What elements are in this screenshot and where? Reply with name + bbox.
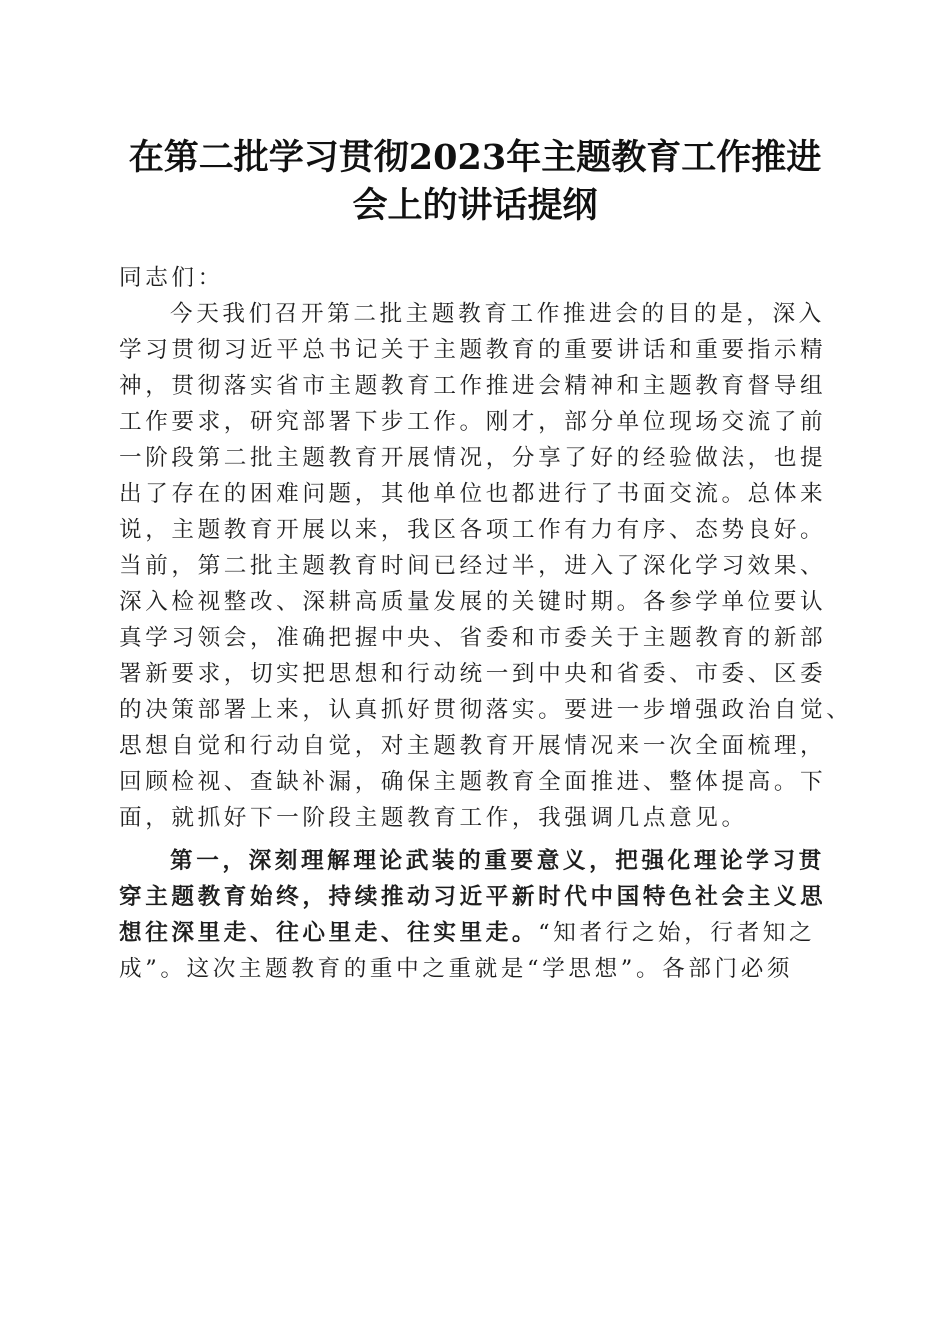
quote-segment: “知者行之始，行者知之 [538, 920, 816, 946]
paragraph-line-bold: 穿主题教育始终，持续推动习近平新时代中国特色社会主义思 [119, 884, 827, 910]
paragraph-line: 的决策部署上来，认真抓好贯彻落实。要进一步增强政治自觉、 [119, 697, 853, 723]
greeting: 同志们： [119, 265, 224, 291]
paragraph-line: 真学习领会，准确把握中央、省委和市委关于主题教育的新部 [119, 625, 827, 651]
paragraph-line: 出了存在的困难问题，其他单位也都进行了书面交流。总体来 [119, 481, 827, 507]
paragraph-line: 神，贯彻落实省市主题教育工作推进会精神和主题教育督导组 [119, 373, 827, 399]
paragraph-line: 面，就抓好下一阶段主题教育工作，我强调几点意见。 [119, 805, 748, 831]
paragraph-line: 学习贯彻习近平总书记关于主题教育的重要讲话和重要指示精 [119, 337, 827, 363]
paragraph-line: 一阶段第二批主题教育开展情况，分享了好的经验做法，也提 [119, 445, 827, 471]
paragraph-line: 工作要求，研究部署下步工作。刚才，部分单位现场交流了前 [119, 409, 827, 435]
paragraph-line: 当前，第二批主题教育时间已经过半，进入了深化学习效果、 [119, 553, 827, 579]
paragraph-line: 说，主题教育开展以来，我区各项工作有力有序、态势良好。 [119, 517, 827, 543]
document-body [119, 254, 853, 987]
paragraph-line: 成”。这次主题教育的重中之重就是“学思想”。各部门必须 [119, 956, 794, 982]
title-line-1: 在第二批学习贯彻2023年主题教育工作推进 [128, 137, 822, 178]
bold-segment: 想往深里走、往心里走、往实里走。 [119, 920, 539, 946]
paragraph-line: 署新要求，切实把思想和行动统一到中央和省委、市委、区委 [119, 661, 827, 687]
document-title [100, 134, 850, 230]
paragraph-line: 思想自觉和行动自觉，对主题教育开展情况来一次全面梳理， [119, 733, 827, 759]
paragraph-line-bold: 第一，深刻理解理论武装的重要意义，把强化理论学习贯 [170, 848, 825, 874]
paragraph-1 [119, 296, 853, 836]
paragraph-line: 深入检视整改、深耕高质量发展的关键时期。各参学单位要认 [119, 589, 827, 615]
title-line-2: 会上的讲话提纲 [352, 185, 598, 226]
paragraph-line-mixed [119, 915, 844, 951]
paragraph-2 [119, 843, 844, 987]
paragraph-line: 今天我们召开第二批主题教育工作推进会的目的是，深入 [170, 301, 825, 327]
paragraph-line: 回顾检视、查缺补漏，确保主题教育全面推进、整体提高。下 [119, 769, 827, 795]
